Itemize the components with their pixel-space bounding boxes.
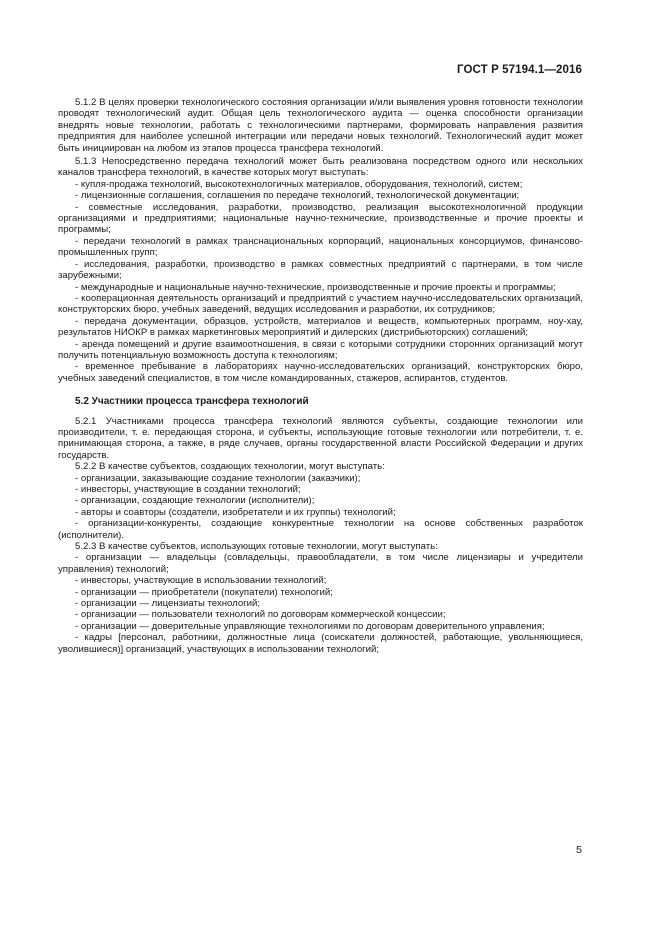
list-item: - организации — лицензиаты технологий; bbox=[75, 598, 261, 610]
paragraph-5-2-2-intro: 5.2.2 В качестве субъектов, создающих технологии, могут выступать: bbox=[75, 461, 385, 473]
list-item: - совместные исследования, разработки, производство, реализация высокотехнологичной продукции организациями и предприятиями; национальные научно-технические, производственные и прочие проекты и программы; bbox=[58, 201, 583, 236]
list-item: - организации-конкуренты, создающие конкурентные технологии на основе собственных разработок (исполнители). bbox=[58, 518, 583, 541]
list-item: - аренда помещений и другие взаимоотношения, в связи с которыми сотрудники сторонних организаций могут получить потенциальную возможность доступа к технологиям; bbox=[58, 338, 583, 361]
list-item: - авторы и соавторы (создатели, изобретатели и их группы) технологий; bbox=[75, 506, 396, 518]
list-item: - международные и национальные научно-технические, производственные и прочие проекты и программы; bbox=[75, 281, 556, 293]
document-id: ГОСТ Р 57194.1—2016 bbox=[457, 64, 582, 76]
paragraph-5-2-3-intro: 5.2.3 В качестве субъектов, использующих готовые технологии, могут выступать: bbox=[75, 541, 438, 553]
list-item: - лицензионные соглашения, соглашения по передаче технологий, технологической документации; bbox=[75, 190, 520, 202]
list-item: - организации — владельцы (совладельцы, правообладатели, в том числе лицензиары и учредители управления) технологий; bbox=[58, 552, 583, 575]
page-number: 5 bbox=[576, 844, 582, 856]
list-item: - кооперационная деятельность организаций и предприятий с участием научно-исследовательских организаций, конструкторских бюро, учебных заведений, ведущих исследования и разработки, их сотрудников; bbox=[58, 292, 583, 316]
page-body bbox=[58, 97, 583, 655]
section-heading-5-2: 5.2 Участники процесса трансфера технологий bbox=[75, 396, 309, 408]
list-item: - организации — пользователи технологий по договорам коммерческой концессии; bbox=[75, 609, 446, 621]
list-item: - купля-продажа технологий, высокотехнологичных материалов, оборудования, технологий, систем; bbox=[75, 178, 523, 190]
list-item: - организации — доверительные управляющие технологиями по договорам доверительного управления; bbox=[75, 620, 545, 632]
list-item: - передача документации, образцов, устройств, материалов и веществ, компьютерных программ, ноу-хау, результатов НИОКР в рамках маркетинговых мероприятий и дилерских (дистрибьюторских) соглашений; bbox=[58, 315, 583, 339]
list-item: - организации, создающие технологии (исполнители); bbox=[75, 495, 315, 507]
list-item: - передачи технологий в рамках транснациональных корпораций, национальных консорциумов, финансово-промышленных групп; bbox=[58, 235, 583, 259]
paragraph-5-1-2: 5.1.2 В целях проверки технологического состояния организации и/или выявления уровня готовности технологии проводят технологический аудит. Общая цель технологического аудита — оценка способности организации внедрять новые технологии, работать с технологическими партнерами, формировать направления развития предприятия для наиболее успешной интеграции или передачи новых технологий. Технологический аудит может быть инициирован на любом из этапов процесса трансфера технологий. bbox=[58, 97, 583, 154]
list-item: - исследования, разработки, производство в рамках совместных предприятий с партнерами, в том числе зарубежными; bbox=[58, 258, 583, 282]
paragraph-5-2-1: 5.2.1 Участниками процесса трансфера технологий являются субъекты, создающие технологии или производители, т. е. передающая сторона, и субъекты, использующие готовые технологии или потребители, т. е. принимающая сторона, а также, в ряде случаев, органы государственной власти Российской Федерации и других государств. bbox=[58, 415, 583, 461]
list-item: - инвесторы, участвующие в использовании технологий; bbox=[75, 575, 327, 587]
list-item: - временное пребывание в лабораториях научно-исследовательских организаций, конструкторских бюро, учебных заведений специалистов, в том числе командированных, стажеров, аспирантов, студентов. bbox=[58, 361, 583, 384]
list-item: - организации, заказывающие создание технологии (заказчики); bbox=[75, 472, 361, 484]
list-item: - организации — приобретатели (покупатели) технологий; bbox=[75, 586, 333, 598]
paragraph-5-1-3-intro: 5.1.3 Непосредственно передача технологий может быть реализована посредством одного или нескольких каналов трансфера технологий, в качестве которых могут выступать: bbox=[58, 156, 583, 179]
list-item: - кадры [персонал, работники, должностные лица (соискатели должностей, работающие, увольняющиеся, уволившиеся)] организаций, участвующих в использовании технологий; bbox=[58, 632, 583, 655]
list-item: - инвесторы, участвующие в создании технологий; bbox=[75, 484, 301, 495]
